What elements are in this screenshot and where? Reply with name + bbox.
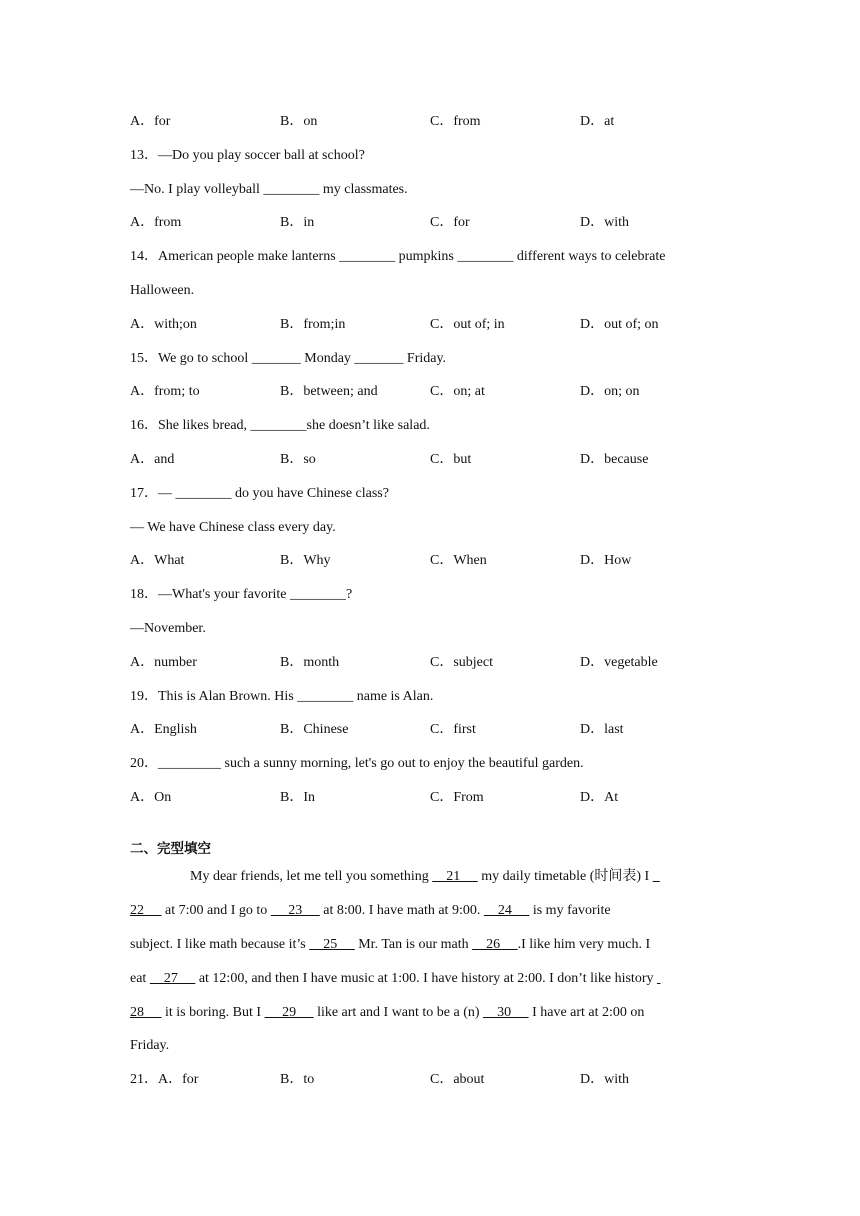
- passage-text: at 12:00, and then I have music at 1:00. I have history at 2:00. I don’t like history: [195, 971, 657, 986]
- answer-option: B．Chinese: [280, 722, 349, 737]
- passage-text: is my favorite: [529, 903, 611, 918]
- answer-option: C．subject: [430, 655, 493, 670]
- answer-option: A．from; to: [130, 384, 200, 399]
- answer-option: B．In: [280, 790, 315, 805]
- answer-option: D．at: [580, 114, 615, 129]
- question-text: Halloween.: [130, 283, 195, 298]
- passage-text: subject. I like math because it’s: [130, 937, 310, 952]
- blank: 30: [483, 1005, 529, 1020]
- answer-option: C．When: [430, 553, 487, 568]
- blank: 22: [130, 903, 162, 918]
- passage-text: it is boring. But I: [161, 1005, 265, 1020]
- answer-option: B．so: [280, 452, 316, 467]
- answer-option: C．first: [430, 722, 476, 737]
- passage-text: at 7:00 and I go to: [161, 903, 271, 918]
- answer-option: D．because: [580, 452, 649, 467]
- blank: [657, 971, 661, 986]
- passage-line: [130, 1037, 169, 1055]
- answer-option: A．number: [130, 655, 197, 670]
- passage-line: [130, 902, 611, 920]
- answer-option: C．for: [430, 215, 470, 230]
- answer-option: B．Why: [280, 553, 331, 568]
- answer-option: D．How: [580, 553, 632, 568]
- passage-text: I have art at 2:00 on: [528, 1005, 645, 1020]
- blank: 23: [270, 903, 320, 918]
- section-title: 二、完型填空: [130, 841, 211, 857]
- answer-option: A．English: [130, 722, 197, 737]
- answer-option: C．on; at: [430, 384, 485, 399]
- answer-option: C．From: [430, 790, 484, 805]
- question-text: — We have Chinese class every day.: [130, 520, 336, 535]
- passage-text: My dear friends, let me tell you something: [190, 869, 433, 884]
- question-text: 18．—What's your favorite ________?: [130, 587, 353, 602]
- answer-option: C．but: [430, 452, 472, 467]
- answer-option: B．on: [280, 114, 318, 129]
- blank: 25: [309, 937, 355, 952]
- passage-text: like art and I want to be a (n): [313, 1005, 484, 1020]
- answer-option: B．to: [280, 1072, 315, 1087]
- answer-option: D．with: [580, 215, 629, 230]
- question-text: 17．— ________ do you have Chinese class?: [130, 486, 389, 501]
- answer-option: D．last: [580, 722, 624, 737]
- passage-text: .I like him very much. I: [517, 937, 651, 952]
- passage-text: eat: [130, 971, 150, 986]
- passage-line: [190, 868, 660, 886]
- question-text: 15．We go to school _______ Monday _______ Friday.: [130, 351, 447, 366]
- passage-text: Mr. Tan is our math: [354, 937, 473, 952]
- question-text: 13．—Do you play soccer ball at school?: [130, 148, 365, 163]
- answer-option: C．from: [430, 114, 481, 129]
- answer-option: B．month: [280, 655, 340, 670]
- answer-option: B．in: [280, 215, 315, 230]
- blank: 24: [483, 903, 530, 918]
- blank: 26: [472, 937, 518, 952]
- question-text: —November.: [130, 621, 206, 636]
- answer-option: D．At: [580, 790, 619, 805]
- answer-option: C．about: [430, 1072, 485, 1087]
- question-text: 19．This is Alan Brown. His ________ name is Alan.: [130, 689, 434, 704]
- answer-option: 21．A．for: [130, 1072, 199, 1087]
- passage-text: at 8:00. I have math at 9:00.: [319, 903, 484, 918]
- passage-line: [130, 936, 650, 954]
- answer-option: A．from: [130, 215, 182, 230]
- blank: [653, 869, 660, 884]
- question-text: —No. I play volleyball ________ my classmates.: [130, 182, 408, 197]
- blank: 27: [149, 971, 196, 986]
- question-text: 20．_________ such a sunny morning, let's go out to enjoy the beautiful garden.: [130, 756, 584, 771]
- question-text: 16．She likes bread, ________she doesn’t like salad.: [130, 418, 430, 433]
- answer-option: C．out of; in: [430, 317, 505, 332]
- answer-option: A．and: [130, 452, 175, 467]
- answer-option: D．on; on: [580, 384, 640, 399]
- answer-option: B．from;in: [280, 317, 346, 332]
- passage-text: my daily timetable (时间表) I: [477, 869, 653, 884]
- passage-line: [130, 1004, 644, 1022]
- question-text: 14．American people make lanterns ________ pumpkins ________ different ways to celebrate: [130, 249, 666, 264]
- answer-option: D．vegetable: [580, 655, 658, 670]
- answer-option: A．What: [130, 553, 185, 568]
- answer-option: A．with;on: [130, 317, 197, 332]
- answer-option: A．On: [130, 790, 172, 805]
- answer-option: B．between; and: [280, 384, 378, 399]
- blank: 29: [264, 1005, 314, 1020]
- blank: 21: [432, 869, 478, 884]
- passage-line: [130, 970, 660, 988]
- answer-option: A．for: [130, 114, 171, 129]
- blank: 28: [130, 1005, 162, 1020]
- answer-option: D．out of; on: [580, 317, 659, 332]
- answer-option: D．with: [580, 1072, 629, 1087]
- passage-text: Friday.: [130, 1038, 170, 1053]
